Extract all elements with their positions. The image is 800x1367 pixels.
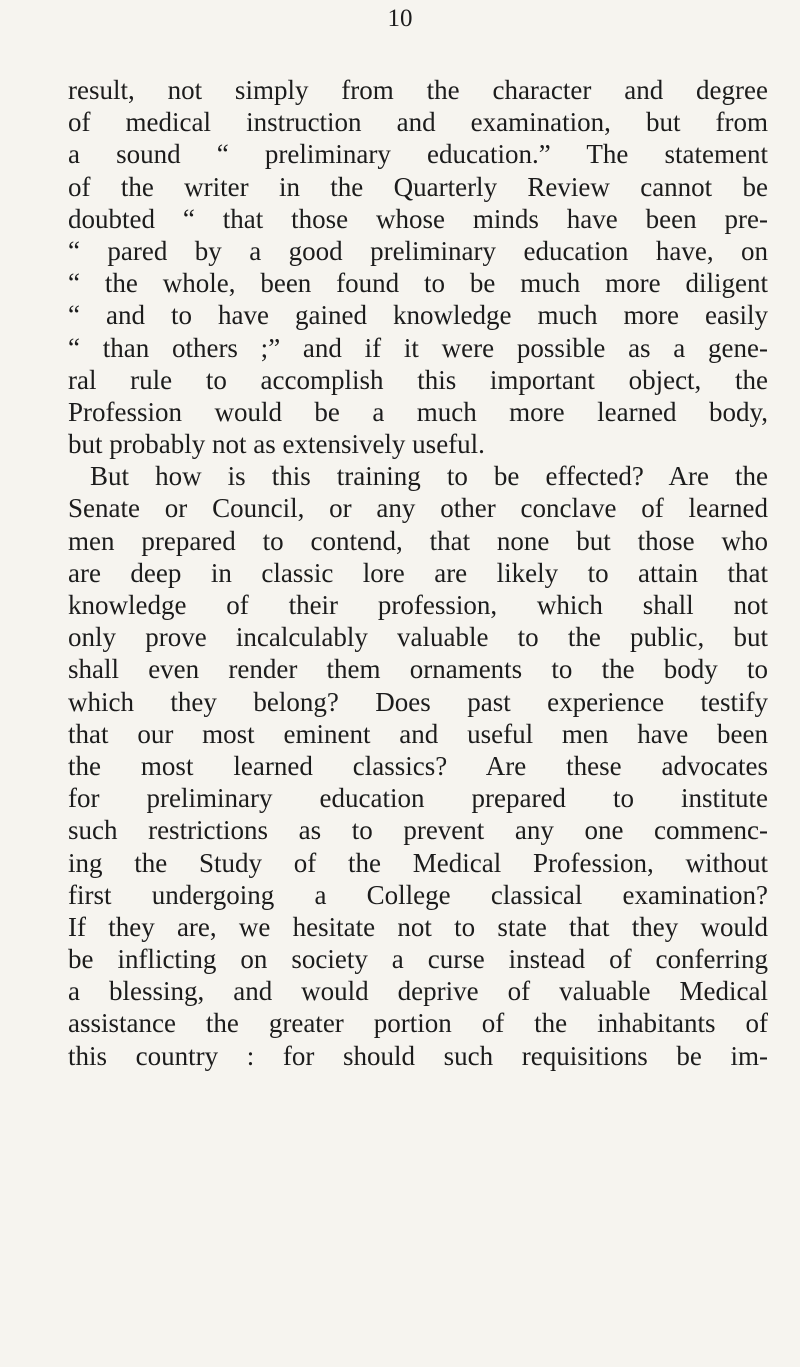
- text-line: ral rule to accomplish this important object, the: [68, 364, 768, 395]
- text-line: but probably not as extensively useful.: [68, 429, 485, 460]
- text-line: the most learned classics? Are these advocates: [68, 750, 768, 781]
- text-line: “ pared by a good preliminary education have, on: [68, 235, 768, 266]
- text-line: be inflicting on society a curse instead of conferring: [68, 944, 768, 975]
- text-line: shall even render them ornaments to the body to: [68, 654, 768, 685]
- text-line: a blessing, and would deprive of valuable Medical: [68, 976, 768, 1007]
- page-number: 10: [387, 5, 413, 32]
- text-line: “ than others ;” and if it were possible as a gene-: [68, 332, 768, 363]
- text-line: this country : for should such requisitions be im-: [68, 1040, 768, 1071]
- text-line: ing the Study of the Medical Profession, without: [68, 847, 768, 878]
- text-line: such restrictions as to prevent any one commenc-: [68, 815, 768, 846]
- text-line: knowledge of their profession, which shall not: [68, 590, 768, 620]
- text-line: Profession would be a much more learned body,: [68, 396, 768, 427]
- text-line: Senate or Council, or any other conclave of learned: [68, 493, 768, 524]
- text-line: are deep in classic lore are likely to attain that: [68, 557, 768, 588]
- text-line: doubted “ that those whose minds have been pre-: [68, 203, 768, 234]
- text-line: “ and to have gained knowledge much more easily: [68, 300, 768, 331]
- text-line: for preliminary education prepared to institute: [68, 783, 768, 814]
- text-line: of the writer in the Quarterly Review cannot be: [68, 171, 768, 202]
- text-line: But how is this training to be effected? Are the: [90, 461, 768, 492]
- text-line: assistance the greater portion of the inhabitants of: [68, 1008, 768, 1039]
- text-line: “ the whole, been found to be much more diligent: [68, 268, 768, 299]
- text-line: of medical instruction and examination, but from: [68, 107, 768, 138]
- text-line: which they belong? Does past experience testify: [68, 686, 768, 717]
- text-line: If they are, we hesitate not to state that they would: [68, 911, 768, 942]
- text-line: first undergoing a College classical examination?: [68, 879, 768, 910]
- text-line: only prove incalculably valuable to the public, but: [68, 622, 768, 653]
- text-line: result, not simply from the character and degree: [68, 75, 768, 105]
- body-text: [68, 74, 768, 1072]
- text-line: a sound “ preliminary education.” The statement: [68, 139, 768, 170]
- text-line: men prepared to contend, that none but those who: [68, 525, 768, 556]
- text-line: that our most eminent and useful men have been: [68, 718, 768, 749]
